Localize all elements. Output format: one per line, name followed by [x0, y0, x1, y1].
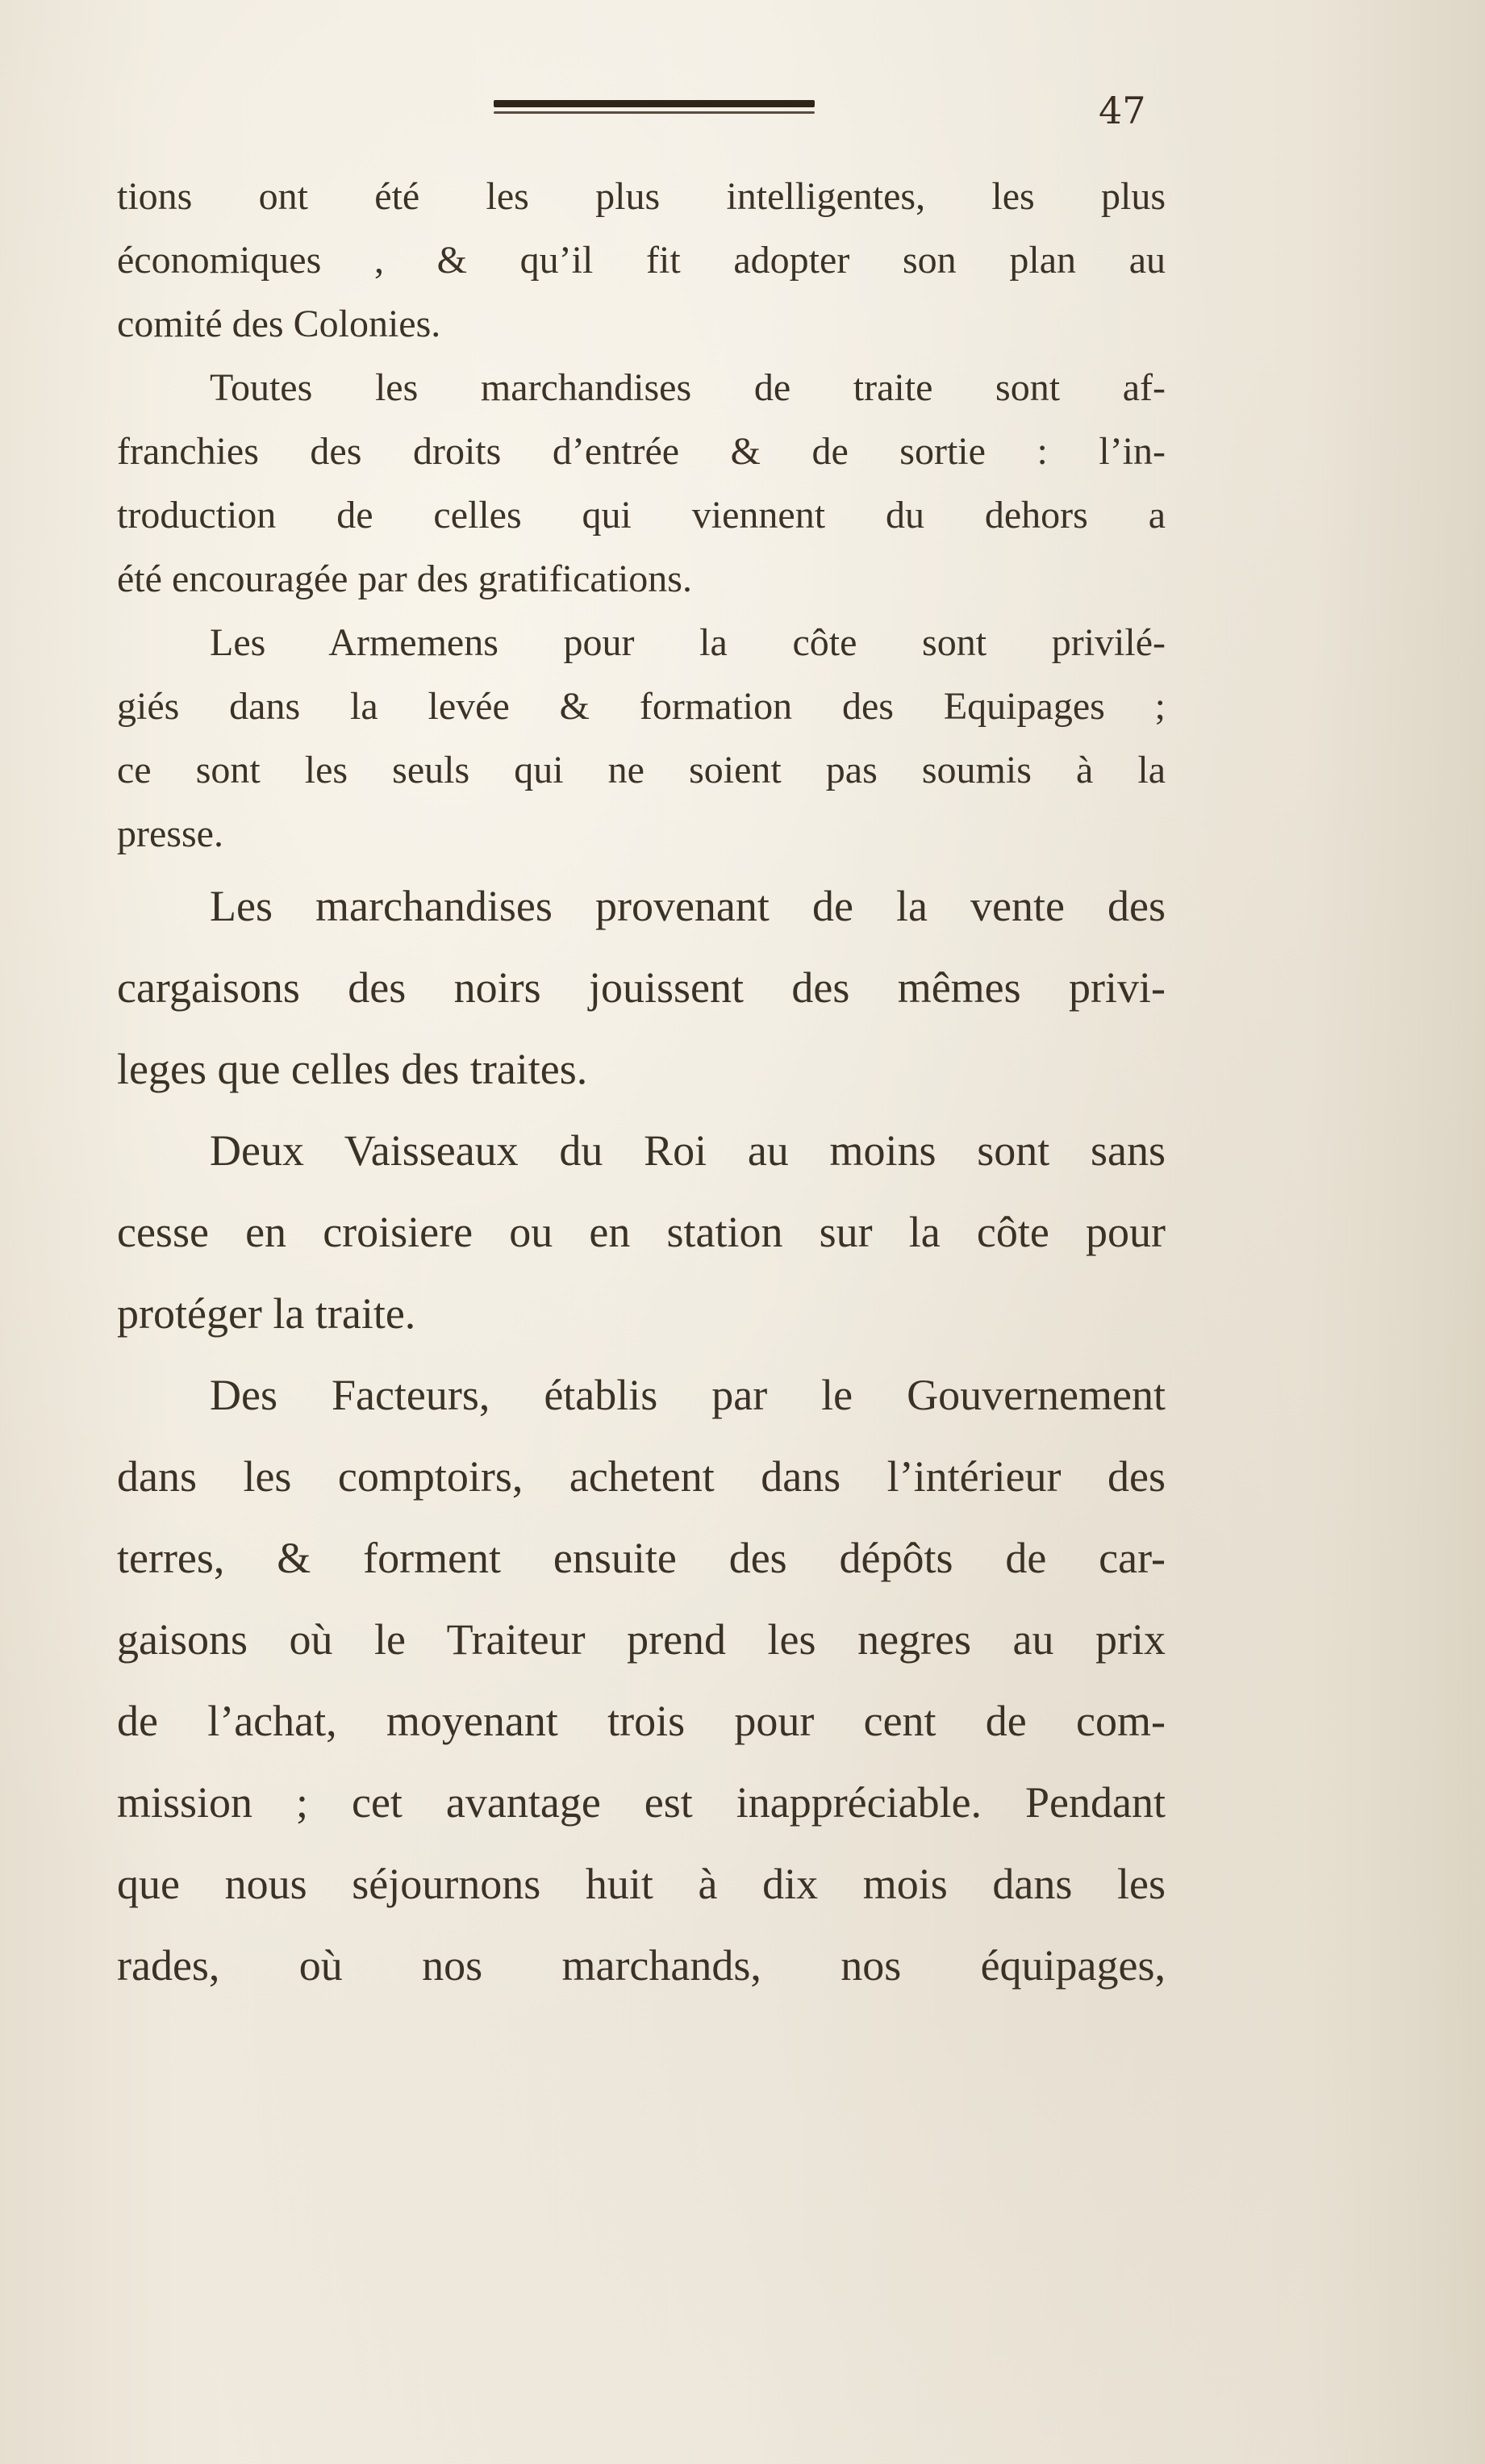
- text-line: presse.: [117, 812, 223, 855]
- text-line: mission ; cet avantage est inappréciable. Pendant: [117, 1778, 1166, 1827]
- paragraph: [117, 1355, 1166, 2007]
- page-number: 47: [1099, 89, 1146, 132]
- paragraph: [117, 866, 1166, 1110]
- text-line: franchies des droits d’entrée & de sortie : l’in-: [117, 430, 1166, 473]
- text-line: Des Facteurs, établis par le Gouvernement: [210, 1371, 1166, 1419]
- paragraph: [117, 1110, 1166, 1355]
- text-line: économiques , & qu’il fit adopter son plan au: [117, 239, 1166, 282]
- paragraph: [117, 356, 1166, 611]
- text-line: ce sont les seuls qui ne soient pas soumis à la: [117, 749, 1166, 791]
- header-rule: [494, 100, 815, 116]
- text-line: été encouragée par des gratifications.: [117, 558, 692, 600]
- text-line: que nous séjournons huit à dix mois dans les: [117, 1860, 1166, 1908]
- text-line: cargaisons des noirs jouissent des mêmes privi-: [117, 963, 1166, 1012]
- body-text: [117, 165, 1166, 2007]
- body-text-lower: [117, 866, 1166, 2007]
- text-line: dans les comptoirs, achetent dans l’intérieur des: [117, 1452, 1166, 1501]
- text-line: terres, & forment ensuite des dépôts de car-: [117, 1534, 1166, 1582]
- text-line: troduction de celles qui viennent du dehors a: [117, 494, 1166, 537]
- text-line: Deux Vaisseaux du Roi au moins sont sans: [210, 1126, 1166, 1175]
- text-line: Toutes les marchandises de traite sont af-: [210, 366, 1166, 409]
- body-text-upper: [117, 165, 1166, 866]
- text-line: cesse en croisiere ou en station sur la côte pour: [117, 1208, 1166, 1256]
- text-line: Les marchandises provenant de la vente des: [210, 882, 1166, 930]
- header-rule-thin-bar: [494, 111, 815, 114]
- text-line: leges que celles des traites.: [117, 1045, 588, 1093]
- text-line: tions ont été les plus intelligentes, les plus: [117, 175, 1166, 218]
- text-line: gaisons où le Traiteur prend les negres au prix: [117, 1615, 1166, 1664]
- text-line: protéger la traite.: [117, 1289, 416, 1338]
- text-line: de l’achat, moyenant trois pour cent de com-: [117, 1697, 1166, 1745]
- paragraph: [117, 165, 1166, 356]
- text-line: Les Armemens pour la côte sont privilé-: [210, 621, 1166, 664]
- text-line: comité des Colonies.: [117, 303, 441, 345]
- text-line: rades, où nos marchands, nos équipages,: [117, 1941, 1166, 1990]
- paragraph: [117, 611, 1166, 866]
- header-rule-thick-bar: [494, 100, 815, 107]
- text-line: giés dans la levée & formation des Equipages ;: [117, 685, 1166, 728]
